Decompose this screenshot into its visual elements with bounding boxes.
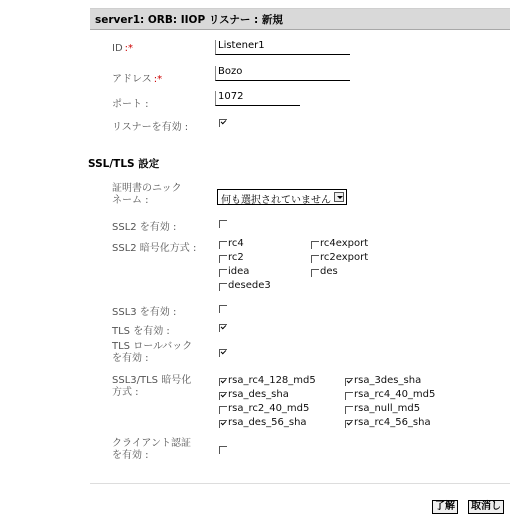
ssl3tls-cipher-rsa-des-sha[interactable]: rsa_des_sha xyxy=(219,389,289,400)
ssl2-cipher-des[interactable]: des xyxy=(311,266,338,277)
ssl3-enabled-checkbox[interactable] xyxy=(219,305,227,313)
tls-enabled-label: TLS を有効 : xyxy=(112,326,170,337)
id-input[interactable]: Listener1 xyxy=(215,40,350,55)
listener-enabled-checkbox[interactable] xyxy=(219,119,227,127)
client-auth-label: クライアント認証 を有効 : xyxy=(112,438,191,461)
tls-rollback-checkbox[interactable] xyxy=(219,349,227,357)
page-title-bar xyxy=(90,8,510,30)
ssl2-cipher-rc2[interactable]: rc2 xyxy=(219,252,244,263)
listener-enabled-label: リスナーを有効 : xyxy=(112,122,189,133)
ssl3tls-cipher-rsa-rc4-56-sha[interactable]: rsa_rc4_56_sha xyxy=(345,417,431,428)
chevron-down-icon[interactable] xyxy=(334,192,344,202)
divider xyxy=(90,483,510,484)
ssl3-enabled-label: SSL3 を有効 : xyxy=(112,307,177,318)
port-input[interactable]: 1072 xyxy=(215,91,300,106)
id-label: ID :* xyxy=(112,43,134,54)
ok-button[interactable]: 了解 xyxy=(432,500,458,514)
ssl3tls-cipher-rsa-des-56-sha[interactable]: rsa_des_56_sha xyxy=(219,417,307,428)
ssl2-enabled-label: SSL2 を有効 : xyxy=(112,222,177,233)
address-input[interactable]: Bozo xyxy=(215,66,350,81)
ssl2-cipher-rc4export[interactable]: rc4export xyxy=(311,238,368,249)
ssl-section-heading: SSL/TLS 設定 xyxy=(88,158,160,170)
page-title: server1: ORB: IIOP リスナー : 新規 xyxy=(95,14,283,26)
ssl3tls-cipher-rsa-rc4-40-md5[interactable]: rsa_rc4_40_md5 xyxy=(345,389,435,400)
port-label: ポート : xyxy=(112,99,149,110)
ssl2-enabled-checkbox[interactable] xyxy=(219,220,227,228)
ssl3tls-cipher-rsa-rc4-128-md5[interactable]: rsa_rc4_128_md5 xyxy=(219,375,316,386)
tls-rollback-label: TLS ロールバック を有効 : xyxy=(112,341,193,364)
ssl3tls-cipher-rsa-rc2-40-md5[interactable]: rsa_rc2_40_md5 xyxy=(219,403,309,414)
ssl2-cipher-label: SSL2 暗号化方式 : xyxy=(112,243,197,254)
cert-nickname-label: 証明書のニック ネーム : xyxy=(112,183,182,206)
ssl2-cipher-rc4[interactable]: rc4 xyxy=(219,238,244,249)
address-label: アドレス :* xyxy=(112,74,163,85)
ssl2-cipher-desede3[interactable]: desede3 xyxy=(219,280,271,291)
ssl2-cipher-idea[interactable]: idea xyxy=(219,266,249,277)
ssl3tls-cipher-rsa-3des-sha[interactable]: rsa_3des_sha xyxy=(345,375,421,386)
ssl3tls-cipher-rsa-null-md5[interactable]: rsa_null_md5 xyxy=(345,403,420,414)
ssl2-cipher-rc2export[interactable]: rc2export xyxy=(311,252,368,263)
cancel-button[interactable]: 取消し xyxy=(468,500,504,514)
client-auth-checkbox[interactable] xyxy=(219,446,227,454)
cert-nickname-select[interactable]: 何も選択されていません xyxy=(217,189,347,205)
tls-enabled-checkbox[interactable] xyxy=(219,324,227,332)
ssl3tls-cipher-label: SSL3/TLS 暗号化 方式 : xyxy=(112,375,192,398)
